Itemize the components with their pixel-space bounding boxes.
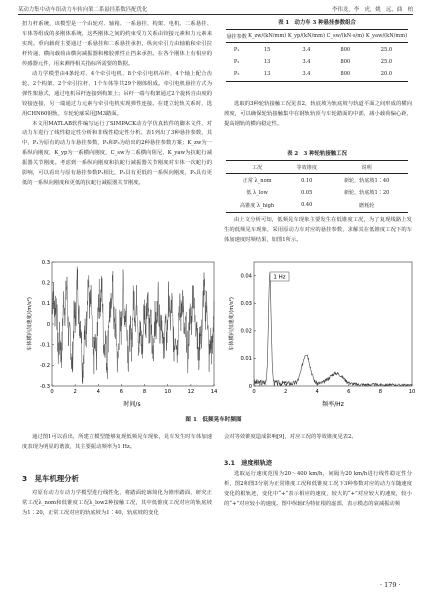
acceleration-signal <box>52 267 214 384</box>
table-row <box>226 174 408 187</box>
bottom-left-para2 <box>22 489 212 519</box>
table1-caption: 表 1 动力车 3 种悬挂参数组合 <box>278 20 356 26</box>
y-tick-label: 0.04 <box>240 273 252 280</box>
table-cell: 新轮，轨底坡1∶40 <box>343 178 390 185</box>
table-cell: P₂ <box>233 58 240 65</box>
bottom-right-para1 <box>224 433 412 443</box>
table-cell: 0.10 <box>301 177 313 184</box>
table-cell: 3.4 <box>287 68 326 81</box>
left-column-top <box>22 20 212 189</box>
bottom-right-para2 <box>224 470 412 510</box>
paragraph: 选取运行速度范围为20～400 km/h，间隔为20 km/h进行线性稳定性分析，图2和图3分别为正常锥度工况和低锥度工况下3种参数对应的动力车随速度变化的根轨迹，变化中“+”表示相应的速度，较大的“+”对应较大的速度，较小的“+”对应较小的速度。图中纵轴f为特征根的虚部，表示模态的衰减振动频 <box>224 471 412 507</box>
paragraph: 会对等效锥度造成影响[9]，对应工况的等效锥度见表2。 <box>224 434 357 440</box>
table-cell: 磨耗轮 <box>325 199 408 212</box>
spectrum-line <box>254 273 412 386</box>
y-tick-label: 0 <box>248 383 252 390</box>
y-tick-label: 0.02 <box>240 328 252 335</box>
table1 <box>226 29 408 82</box>
x-tick-label: 2 <box>73 389 77 395</box>
y-tick-label: 0.2 <box>41 280 50 287</box>
table-cell: 3.4 <box>302 58 311 65</box>
table-cell: 800 <box>326 68 365 81</box>
paragraph: 扭力杆系统，该模型是一个由轮对、轴箱、一系悬挂、构架、电机、二系悬挂、车体等组成的多刚体系统，这些刚体之间的约束受力关系由铰接元素和力元素来实现。垂向载荷主要通过一系悬挂和二系悬挂承担，纵向牵引力由轴箱和牵引拉杆传递，横向载荷由横向减振器和橡胶弹性止挡来承担。在各个刚体上有相应的传感器元件，用来测得相关指标所需要的数据。 <box>22 21 212 67</box>
frequency-domain-plot <box>226 256 418 410</box>
x-tick-label: 4 <box>315 389 319 395</box>
table2-header: 工况 <box>226 161 288 174</box>
running-header <box>18 5 413 13</box>
table-cell: 3.4 <box>302 46 311 53</box>
x-axis-label: 时间/s <box>123 401 141 408</box>
table1-header: C_sw/(kN·s/m) <box>326 30 365 43</box>
peak-label: 1 Hz <box>273 274 286 281</box>
table1-header: K_zw/(kN/mm) <box>247 30 287 43</box>
x-tick-label: 0 <box>50 389 54 395</box>
y-axis-label: 车体横向加速度/(m/s²) <box>27 297 33 351</box>
table2-caption: 表 2 3 种轮轨接触工况 <box>287 151 347 157</box>
paragraph: 选取的3种轮轨接触工况见表2，轨底坡为轨底坡与轨道平面之间形成的横向坡度，可以确保轮轨接触集中在钢轨轨顶与车轮踏面的中部，减小载荷偏心距，提高钢轨的横向稳定性。 <box>224 101 412 127</box>
figure1-right-plot <box>226 256 418 410</box>
y-tick-label: -0.3 <box>39 383 50 390</box>
bottom-left-para1 <box>22 433 212 453</box>
header-title: 某动力集中动车组动力车转向架二系悬挂系数匹配优化 <box>18 7 148 13</box>
table-row <box>226 43 408 56</box>
figure1-left-plot <box>24 256 220 410</box>
y-axis-label: 车体横向加速度/(m/s²) <box>229 297 235 351</box>
x-tick-label: 12 <box>187 389 195 395</box>
table-row <box>226 199 408 212</box>
table-cell: 25.0 <box>380 46 393 53</box>
header-rule <box>18 14 413 15</box>
y-tick-label: 0.3 <box>41 259 50 266</box>
table1-header: K_yp/(kN/mm) <box>287 30 326 43</box>
table1-header: K_yaw/(kN/mm) <box>365 30 408 43</box>
y-tick-label: 0 <box>46 321 50 328</box>
subsection-heading: 3.1 速度根轨迹 <box>224 460 273 467</box>
time-domain-plot <box>24 256 220 410</box>
table-cell: 15 <box>263 46 271 53</box>
y-tick-label: -0.2 <box>39 363 50 370</box>
x-tick-label: 2 <box>283 389 288 395</box>
table-cell: 新轮，轨底坡1∶20 <box>343 190 390 197</box>
page-number: · 179 · <box>380 581 401 589</box>
table-cell: 13 <box>247 68 287 81</box>
x-tick-label: 8 <box>142 389 147 395</box>
figure1-caption: 图 1 低频晃车时频图 <box>185 417 242 423</box>
table-cell: 13 <box>263 58 271 65</box>
table-cell: 正常 λ_nom <box>242 178 272 185</box>
table-cell: P₃ <box>226 68 247 81</box>
x-tick-label: 10 <box>408 389 416 395</box>
y-tick-label: -0.1 <box>39 342 50 349</box>
table-cell: 低 λ_low <box>246 190 268 197</box>
x-tick-label: 8 <box>378 389 383 395</box>
table2-header: 等效锥度 <box>288 161 325 174</box>
table-row <box>226 56 408 68</box>
x-tick-label: 14 <box>210 389 218 395</box>
x-tick-label: 0 <box>252 389 256 395</box>
table-cell: 25.0 <box>380 58 393 65</box>
paragraph: 对原有动力车动力学模型进行线性化，将踏面轮廓简化为锥形踏面，研究正常工况λ_nom和低锥度工况λ_low2种接触工况，其中低锥度工况对应的轨底坡为1∶20，正常工况对应的轨底坡为1∶40，轨底坡的变化 <box>22 490 212 516</box>
table-cell: 0.40 <box>288 199 325 212</box>
y-tick-label: 0.01 <box>240 356 252 363</box>
x-tick-label: 4 <box>96 389 100 395</box>
section-heading: 3 晃车机理分析 <box>22 474 79 483</box>
y-tick-label: 0.03 <box>240 301 252 308</box>
table-cell: 800 <box>340 58 351 65</box>
table1-header: 悬挂参数 <box>226 30 247 43</box>
paragraph: 动力学模型由4条轮对、4个牵引电机、8个牵引电机吊杆、4个轴上配合齿轮、2个构架、2个牵引拉杆、1个车体等共29个刚体组成。牵引电机悬挂方式为弹性架悬式，通过电机吊杆连接到构架上；吊杆一端与构架通过2个旋转自由度的铰接连接，另一端通过力元素与牵引电机实现弹性连接。在建立轮轨关系时，选用CHN60钢轨，车轮轮廓采用JM3踏面。 <box>22 70 212 117</box>
table2-header: 说明 <box>325 161 408 174</box>
table-row <box>226 187 408 199</box>
table-row <box>226 68 408 81</box>
paragraph: 通过图1可以看出，所建立模型能够复现低频晃车现象，晃车发生时车体加速度表现为明显的谐波，其主要振动频率为1 Hz。 <box>22 434 212 450</box>
x-axis-label: 频率/Hz <box>322 401 344 408</box>
paragraph: 本文用MATLAB软件编写运行了SIMPACK动力学仿真软件的脚本文件，对动力车进行了线性稳定性分析和非线性稳定性分析。表1列出了3种悬挂参数，其中，P₁为原有的动力车悬挂参数，P₂和P₃为给出的2种悬挂参数方案；K_zw为一系纵向刚度，K_yp为一系横向刚度，C_sw为二系横向阻尼，K_yaw为抗蛇行减振器关节刚度。考虑到一系纵向刚度和抗蛇行减振器关节刚度对车体一次蛇行的影响，可以看出与原有悬挂参数P₁相比，P₂具有更低的一系纵向刚度，P₃具有更低的一系纵向刚度和更低的抗蛇行减振器关节刚度。 <box>22 120 212 187</box>
table-cell: 0.05 <box>301 189 313 196</box>
table-cell: 20.0 <box>365 68 408 81</box>
y-tick-label: 0.1 <box>41 301 50 308</box>
table2 <box>226 160 408 213</box>
table-cell: 高锥度 λ_high <box>226 199 288 212</box>
x-tick-label: 6 <box>347 389 351 395</box>
table-cell: 800 <box>340 46 351 53</box>
table-cell: P₁ <box>233 46 240 53</box>
x-tick-label: 6 <box>119 389 124 395</box>
x-tick-label: 10 <box>164 389 172 395</box>
right-column-para1 <box>224 100 412 130</box>
header-authors: 李伟龙，李 虎，姚 远，曲 柏 <box>332 7 413 13</box>
right-column-para2 <box>224 216 412 246</box>
paragraph: 由上文分析可知，低频晃车现象主要发生在低锥度工况，为了复现线路上发生的低频晃车现象，采用原动力车对应的悬挂参数，求解其在低锥度工况下的车体加速度时频结果，如图1所示。 <box>224 217 412 243</box>
